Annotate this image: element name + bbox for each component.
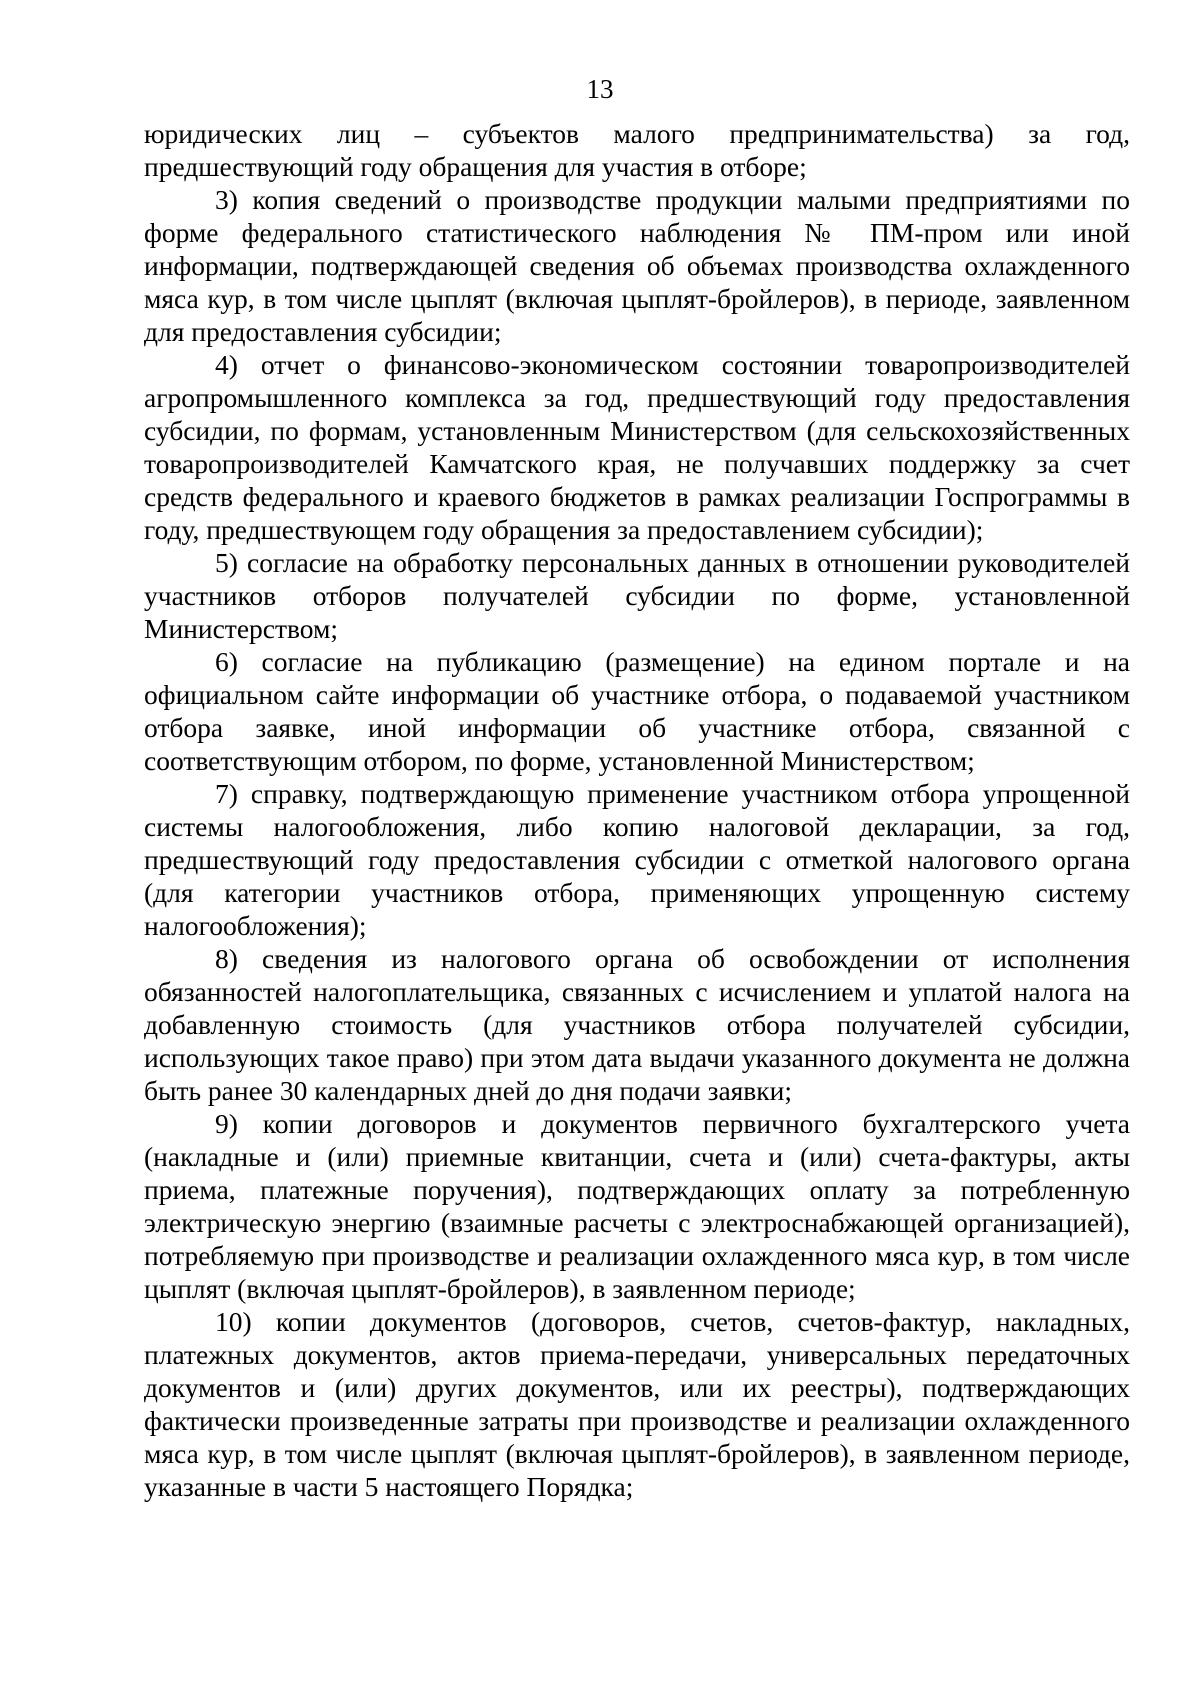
paragraph-item-6: 6) согласие на публикацию (размещение) на едином портале и на официальном сайте информации об участнике отбора, о подаваемой участником отбора заявке, иной информации об участнике отбора, связанной с соответствующим отбором, по форме, установленной Министерством; [144, 646, 1130, 776]
paragraph-item-7: 7) справку, подтверждающую применение участником отбора упрощенной системы налогообложения, либо копию налоговой декларации, за год, предшествующий году предоставления субсидии с отметкой налогового органа (для категории участников отбора, применяющих упрощенную систему налогообложения); [144, 778, 1130, 941]
paragraph-item-3: 3) копия сведений о производстве продукции малыми предприятиями по форме федерального статистического наблюдения № ПМ-пром или иной информации, подтверждающей сведения об объемах производства охлажденного мяса кур, в том числе цыплят (включая цыплят-бройлеров), в периоде, заявленном для предоставления субсидии; [144, 184, 1130, 347]
paragraph-continuation: юридических лиц – субъектов малого предпринимательства) за год, предшествующий году обращения для участия в отборе; [144, 118, 1130, 182]
paragraph-item-5: 5) согласие на обработку персональных данных в отношении руководителей участников отборов получателей субсидии по форме, установленной Министерством; [144, 547, 1130, 644]
paragraph-item-4: 4) отчет о финансово-экономическом состоянии товаропроизводителей агропромышленного комплекса за год, предшествующий году предоставления субсидии, по формам, установленным Министерством (для сельскохозяйственных товаропроизводителей Камчатского края, не получавших поддержку за счет средств федерального и краевого бюджетов в рамках реализации Госпрограммы в году, предшествующем году обращения за предоставлением субсидии); [144, 349, 1130, 545]
document-body [144, 117, 1130, 1503]
paragraph-item-8: 8) сведения из налогового органа об освобождении от исполнения обязанностей налогоплательщика, связанных с исчислением и уплатой налога на добавленную стоимость (для участников отбора получателей субсидии, использующих такое право) при этом дата выдачи указанного документа не должна быть ранее 30 календарных дней до дня подачи заявки; [144, 943, 1130, 1106]
paragraph-item-10: 10) копии документов (договоров, счетов, счетов-фактур, накладных, платежных документов, актов приема-передачи, универсальных передаточных документов и (или) других документов, или их реестры), подтверждающих фактически произведенные затраты при производстве и реализации охлажденного мяса кур, в том числе цыплят (включая цыплят-бройлеров), в заявленном периоде, указанные в части 5 настоящего Порядка; [144, 1306, 1130, 1502]
page-number: 13 [586, 74, 614, 104]
paragraph-item-9: 9) копии договоров и документов первичного бухгалтерского учета (накладные и (или) приемные квитанции, счета и (или) счета-фактуры, акты приема, платежные поручения), подтверждающих оплату за потребленную электрическую энергию (взаимные расчеты с электроснабжающей организацией), потребляемую при производстве и реализации охлажденного мяса кур, в том числе цыплят (включая цыплят-бройлеров), в заявленном периоде; [144, 1108, 1130, 1304]
